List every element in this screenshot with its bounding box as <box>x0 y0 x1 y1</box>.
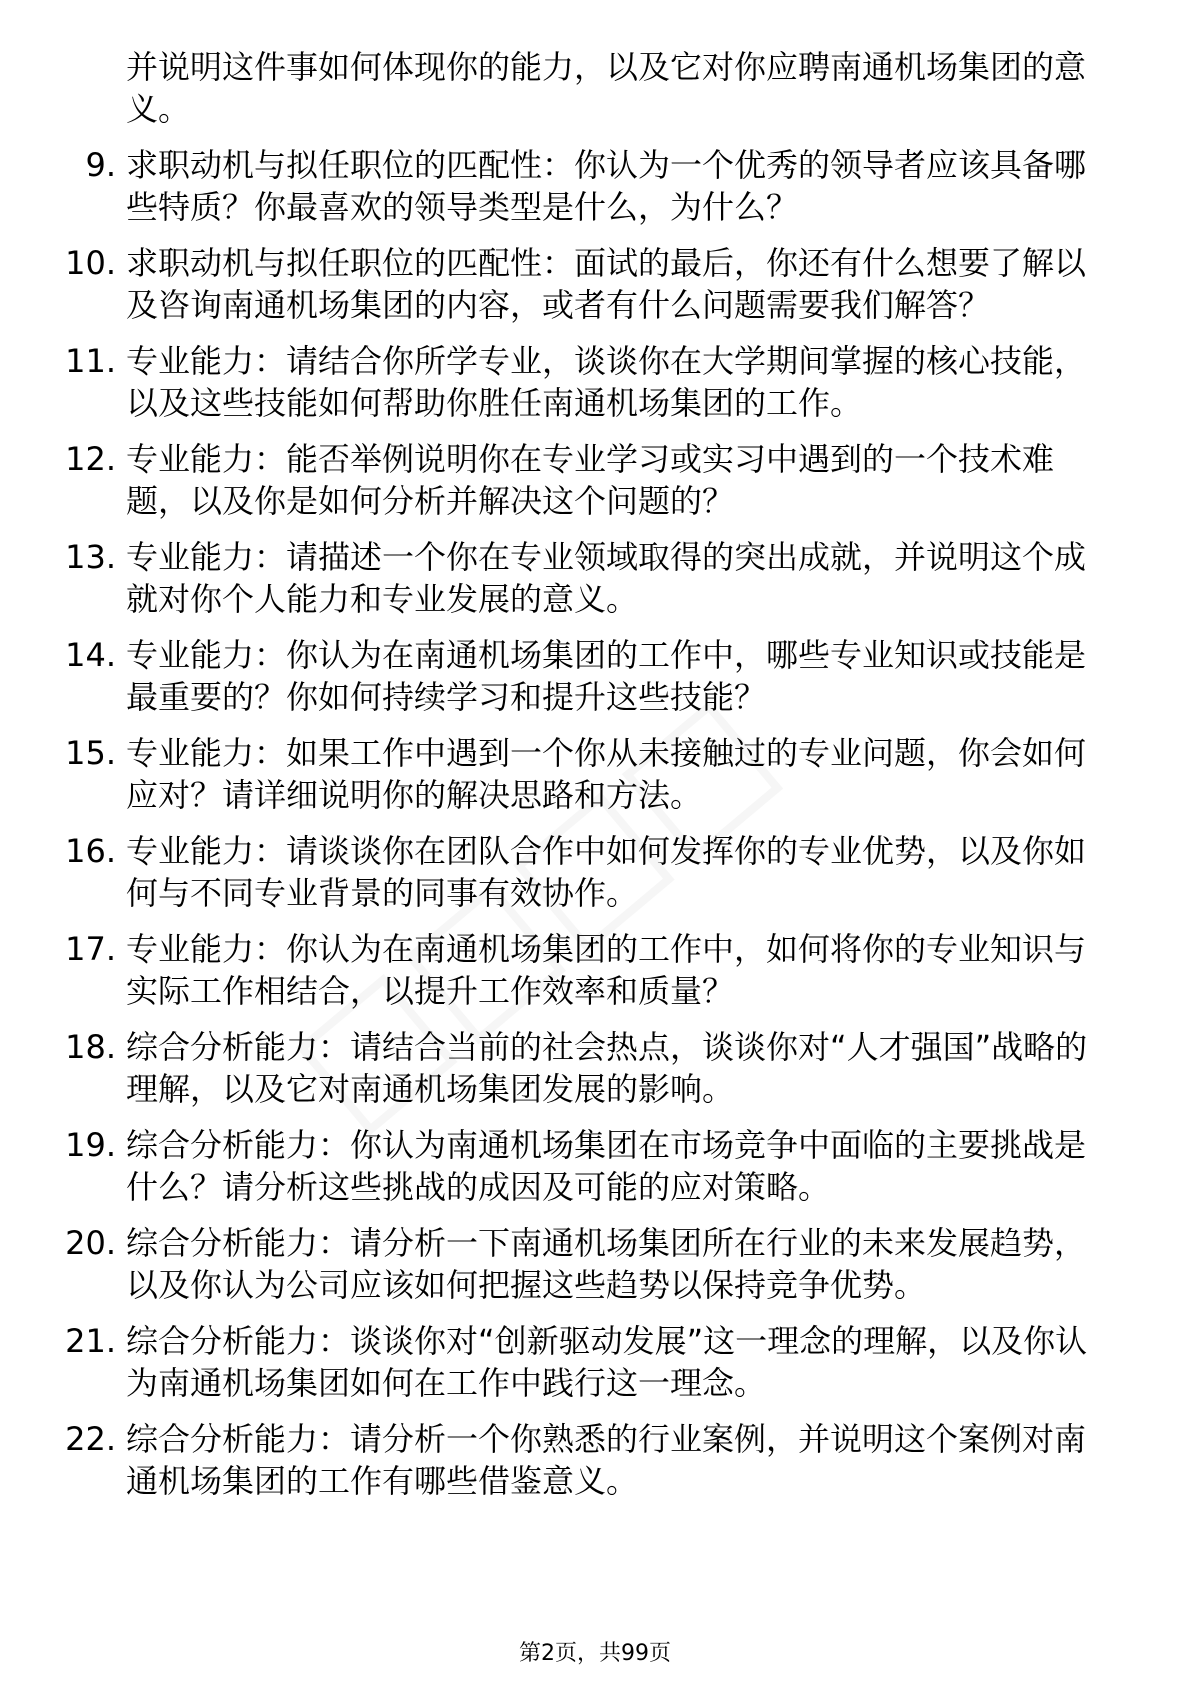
item-number: 12. <box>65 440 116 478</box>
item-number: 15. <box>65 734 116 772</box>
item-text: 专业能力：你认为在南通机场集团的工作中，哪些专业知识或技能是最重要的？你如何持续学习和提升这些技能？ <box>126 636 1087 716</box>
list-item <box>0 1222 1190 1306</box>
item-text: 专业能力：请谈谈你在团队合作中如何发挥你的专业优势，以及你如何与不同专业背景的同事有效协作。 <box>126 832 1087 912</box>
item-number: 11. <box>65 342 116 380</box>
item-number: 10. <box>65 244 116 282</box>
list-item <box>0 634 1190 718</box>
item-number: 21. <box>65 1322 116 1360</box>
list-item <box>0 1320 1190 1404</box>
item-text: 综合分析能力：请分析一个你熟悉的行业案例，并说明这个案例对南通机场集团的工作有哪些借鉴意义。 <box>126 1420 1087 1500</box>
list-item <box>0 144 1190 228</box>
list-item <box>0 1418 1190 1502</box>
list-item <box>0 536 1190 620</box>
item-number: 16. <box>65 832 116 870</box>
item-number: 14. <box>65 636 116 674</box>
page-footer: 第2页，共99页 <box>519 1641 671 1666</box>
list-item <box>0 928 1190 1012</box>
item-text: 综合分析能力：谈谈你对“创新驱动发展”这一理念的理解，以及你认为南通机场集团如何在工作中践行这一理念。 <box>126 1322 1088 1402</box>
list-item <box>0 830 1190 914</box>
item-text: 求职动机与拟任职位的匹配性：你认为一个优秀的领导者应该具备哪些特质？你最喜欢的领导类型是什么，为什么？ <box>126 146 1087 226</box>
question-list <box>0 144 1190 1502</box>
list-item <box>0 1124 1190 1208</box>
item-number: 20. <box>65 1224 116 1262</box>
item-number: 13. <box>65 538 116 576</box>
item-number: 9. <box>85 146 116 184</box>
item-text: 专业能力：请结合你所学专业，谈谈你在大学期间掌握的核心技能，以及这些技能如何帮助你胜任南通机场集团的工作。 <box>126 342 1087 422</box>
item-number: 19. <box>65 1126 116 1164</box>
list-item <box>0 732 1190 816</box>
list-item <box>0 1026 1190 1110</box>
item-number: 17. <box>65 930 116 968</box>
continuation-paragraph: 并说明这件事如何体现你的能力，以及它对你应聘南通机场集团的意义。 <box>126 48 1087 128</box>
item-text: 综合分析能力：请结合当前的社会热点，谈谈你对“人才强国”战略的理解，以及它对南通机场集团发展的影响。 <box>126 1028 1088 1108</box>
item-number: 22. <box>65 1420 116 1458</box>
item-text: 综合分析能力：请分析一下南通机场集团所在行业的未来发展趋势，以及你认为公司应该如何把握这些趋势以保持竞争优势。 <box>126 1224 1087 1304</box>
item-text: 专业能力：你认为在南通机场集团的工作中，如何将你的专业知识与实际工作相结合，以提升工作效率和质量？ <box>126 930 1087 1010</box>
list-item <box>0 340 1190 424</box>
list-item <box>0 242 1190 326</box>
item-number: 18. <box>65 1028 116 1066</box>
document-body <box>0 46 1190 1516</box>
list-item <box>0 438 1190 522</box>
item-text: 专业能力：请描述一个你在专业领域取得的突出成就，并说明这个成就对你个人能力和专业发展的意义。 <box>126 538 1087 618</box>
item-text: 专业能力：能否举例说明你在专业学习或实习中遇到的一个技术难题，以及你是如何分析并解决这个问题的？ <box>126 440 1055 520</box>
item-text: 综合分析能力：你认为南通机场集团在市场竞争中面临的主要挑战是什么？请分析这些挑战的成因及可能的应对策略。 <box>126 1126 1087 1206</box>
item-text: 专业能力：如果工作中遇到一个你从未接触过的专业问题，你会如何应对？请详细说明你的解决思路和方法。 <box>126 734 1087 814</box>
item-text: 求职动机与拟任职位的匹配性：面试的最后，你还有什么想要了解以及咨询南通机场集团的内容，或者有什么问题需要我们解答？ <box>126 244 1087 324</box>
